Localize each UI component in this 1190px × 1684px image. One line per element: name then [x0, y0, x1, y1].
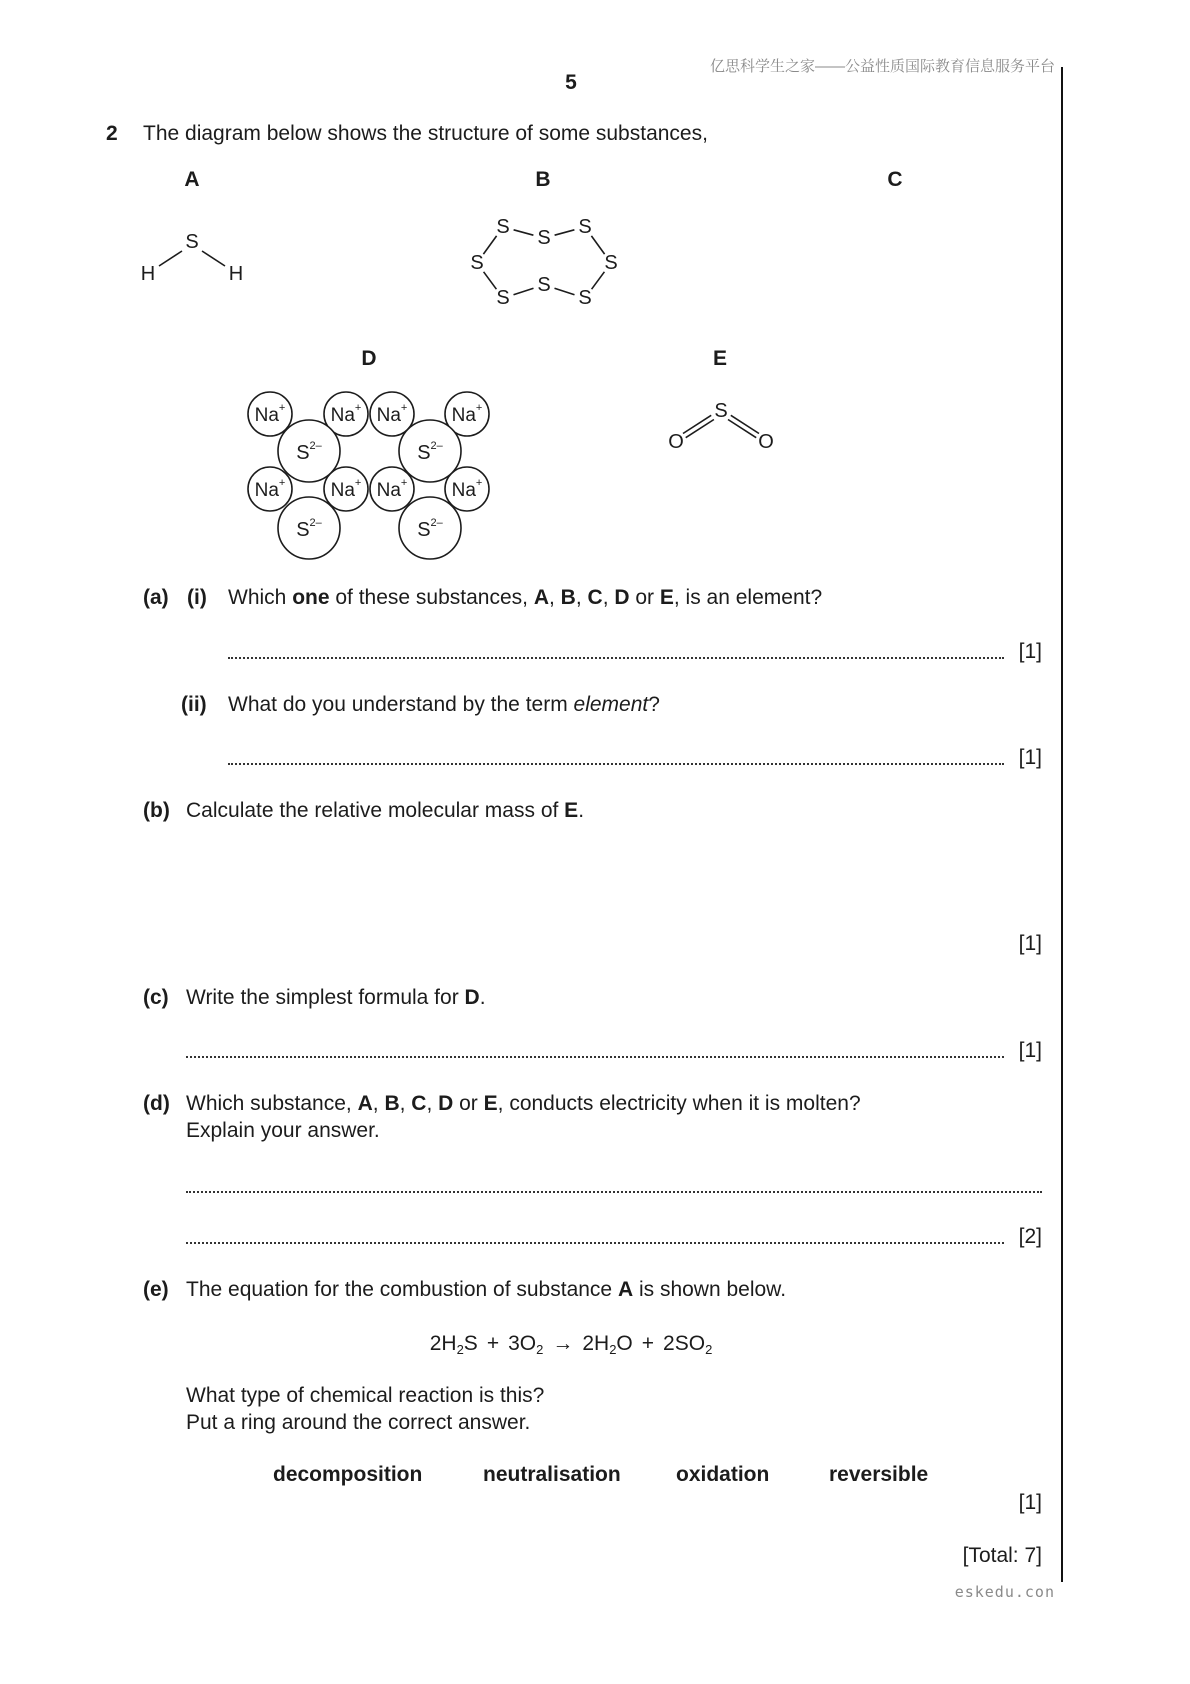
total-marks: [Total: 7]	[962, 1544, 1042, 1567]
sulfur-atom: S	[470, 252, 484, 274]
oxygen-atom: O	[668, 431, 684, 453]
text-segment: Calculate the relative molecular mass of	[186, 799, 565, 822]
sodium-ion-label: Na+	[451, 402, 483, 426]
bond	[555, 288, 575, 294]
bond	[159, 251, 182, 266]
part-a-i-label: (i)	[187, 586, 207, 609]
bond	[514, 230, 534, 235]
text-segment: ,	[602, 586, 615, 609]
sulfur-atom: S	[578, 287, 592, 309]
part-d-instruction: Explain your answer.	[186, 1119, 380, 1142]
text-segment: The equation for the combustion of substance	[186, 1278, 618, 1301]
text-segment: or	[453, 1092, 484, 1115]
product-so2: $2SO_2$	[663, 1332, 713, 1357]
bold-term: D	[438, 1092, 454, 1115]
part-e-prompt: What type of chemical reaction is this?	[186, 1384, 545, 1407]
hydrogen-atom: H	[140, 263, 156, 285]
bond	[483, 236, 496, 254]
sodium-ion-label: Na+	[254, 477, 286, 501]
oxygen-atom: O	[758, 431, 774, 453]
reaction-arrow: →	[552, 1332, 574, 1355]
structure-diagrams	[0, 0, 1190, 580]
reactant-h2s: $2H_2S$	[429, 1332, 478, 1357]
bold-term: A	[617, 1278, 634, 1301]
answer-option: neutralisation	[483, 1463, 621, 1486]
bold-term: D	[614, 586, 630, 609]
text-segment: , conducts electricity when it is molten?	[497, 1092, 861, 1115]
text-segment: ,	[399, 1092, 412, 1115]
text-segment: ,	[575, 586, 588, 609]
page-number: 5	[565, 71, 577, 94]
sulfur-atom: S	[537, 227, 551, 249]
sulfide-ion-label: $S^{2-}$	[417, 517, 443, 541]
sulfur-atom: S	[578, 216, 592, 238]
bond	[592, 272, 605, 289]
structure-b-atoms	[470, 216, 617, 309]
text-segment: , is an element?	[673, 586, 823, 609]
bold-term: E	[659, 586, 674, 609]
answer-option: decomposition	[273, 1463, 423, 1486]
sulfur-atom: S	[537, 274, 551, 296]
part-c-label: (c)	[143, 986, 169, 1009]
answer-line	[186, 1056, 1004, 1058]
sodium-ion-label: Na+	[330, 477, 362, 501]
mark-allocation: [1]	[1018, 640, 1042, 663]
reactant-o2: $3O_2$	[508, 1332, 544, 1357]
footer-source: eskedu.con	[954, 1583, 1055, 1601]
text-segment: or	[629, 586, 660, 609]
part-d-label: (d)	[143, 1092, 170, 1115]
text-segment: ,	[549, 586, 561, 609]
part-e-label: (e)	[143, 1278, 169, 1301]
part-e-instruction: Put a ring around the correct answer.	[186, 1411, 531, 1434]
bold-term: B	[560, 586, 576, 609]
part-b-question	[186, 799, 584, 823]
bold-term: B	[384, 1092, 400, 1115]
bold-term: one	[292, 586, 330, 609]
sulfide-ion-label: $S^{2-}$	[296, 440, 322, 464]
text-segment: ,	[426, 1092, 439, 1115]
part-d-question	[186, 1092, 861, 1116]
answer-option: oxidation	[676, 1463, 770, 1486]
mark-allocation: [1]	[1018, 746, 1042, 769]
text-segment: is shown below.	[633, 1278, 787, 1301]
bond	[202, 251, 225, 266]
text-segment: Which	[228, 586, 293, 609]
italic-term: element	[573, 693, 649, 716]
bond	[591, 236, 604, 254]
answer-line	[228, 763, 1004, 765]
text-segment: Write the simplest formula for	[186, 986, 465, 1009]
hydrogen-atom: H	[228, 263, 244, 285]
bold-term: E	[564, 799, 579, 822]
text-segment: .	[578, 799, 585, 822]
sulfur-atom: S	[714, 400, 728, 422]
sulfide-ion-label: $S^{2-}$	[296, 517, 322, 541]
bold-term: C	[411, 1092, 427, 1115]
structure-e-atoms	[668, 400, 774, 453]
bold-term: A	[357, 1092, 373, 1115]
part-a-label: (a)	[143, 586, 169, 609]
answer-line	[186, 1242, 1004, 1244]
sulfur-atom: S	[496, 216, 510, 238]
bold-term: C	[587, 586, 603, 609]
mark-allocation: [1]	[1018, 1491, 1042, 1514]
text-segment: What do you understand by the term	[228, 693, 574, 716]
text-segment: .	[479, 986, 486, 1009]
sulfur-atom: S	[496, 287, 510, 309]
bond	[484, 272, 497, 289]
sulfur-atom: S	[604, 252, 618, 274]
structure-label-a: A	[184, 168, 200, 191]
question-intro: The diagram below shows the structure of some substances,	[143, 122, 708, 145]
part-b-label: (b)	[143, 799, 170, 822]
sodium-ion-label: Na+	[376, 402, 408, 426]
part-a-i-question	[228, 586, 822, 610]
header-watermark: 亿思科学生之家——公益性质国际教育信息服务平台	[709, 58, 1055, 75]
sulfur-atom: S	[185, 231, 199, 253]
structure-a-h2s	[141, 231, 243, 285]
product-h2o: $2H_2O$	[582, 1332, 633, 1357]
structure-label-b: B	[535, 168, 551, 191]
sodium-ion-label: Na+	[330, 402, 362, 426]
text-segment: Which substance,	[186, 1092, 358, 1115]
text-segment: ,	[372, 1092, 385, 1115]
part-a-ii-question	[228, 693, 660, 717]
combustion-equation	[430, 1332, 713, 1356]
sulfide-ion-label: $S^{2-}$	[417, 440, 443, 464]
sodium-ion-label: Na+	[254, 402, 286, 426]
mark-allocation: [1]	[1018, 1039, 1042, 1062]
mark-allocation: [2]	[1018, 1225, 1042, 1248]
text-segment: of these substances,	[329, 586, 534, 609]
bond	[555, 230, 575, 235]
answer-line	[186, 1191, 1042, 1193]
part-e-question	[186, 1278, 786, 1302]
sodium-ion-label: Na+	[376, 477, 408, 501]
mark-allocation: [1]	[1018, 932, 1042, 955]
bold-term: E	[483, 1092, 498, 1115]
bold-term: A	[533, 586, 549, 609]
text-segment: ?	[648, 693, 660, 716]
answer-option: reversible	[829, 1463, 929, 1486]
bold-term: D	[464, 986, 480, 1009]
structure-label-c: C	[887, 168, 903, 191]
structure-label-d: D	[361, 347, 377, 370]
sodium-ion-label: Na+	[451, 477, 483, 501]
answer-line	[228, 657, 1004, 659]
question-number: 2	[106, 122, 118, 145]
structure-label-e: E	[712, 347, 727, 370]
plus-sign: +	[641, 1332, 655, 1355]
part-c-question	[186, 986, 486, 1010]
bond	[514, 288, 534, 294]
part-a-ii-label: (ii)	[181, 693, 207, 716]
plus-sign: +	[486, 1332, 500, 1355]
